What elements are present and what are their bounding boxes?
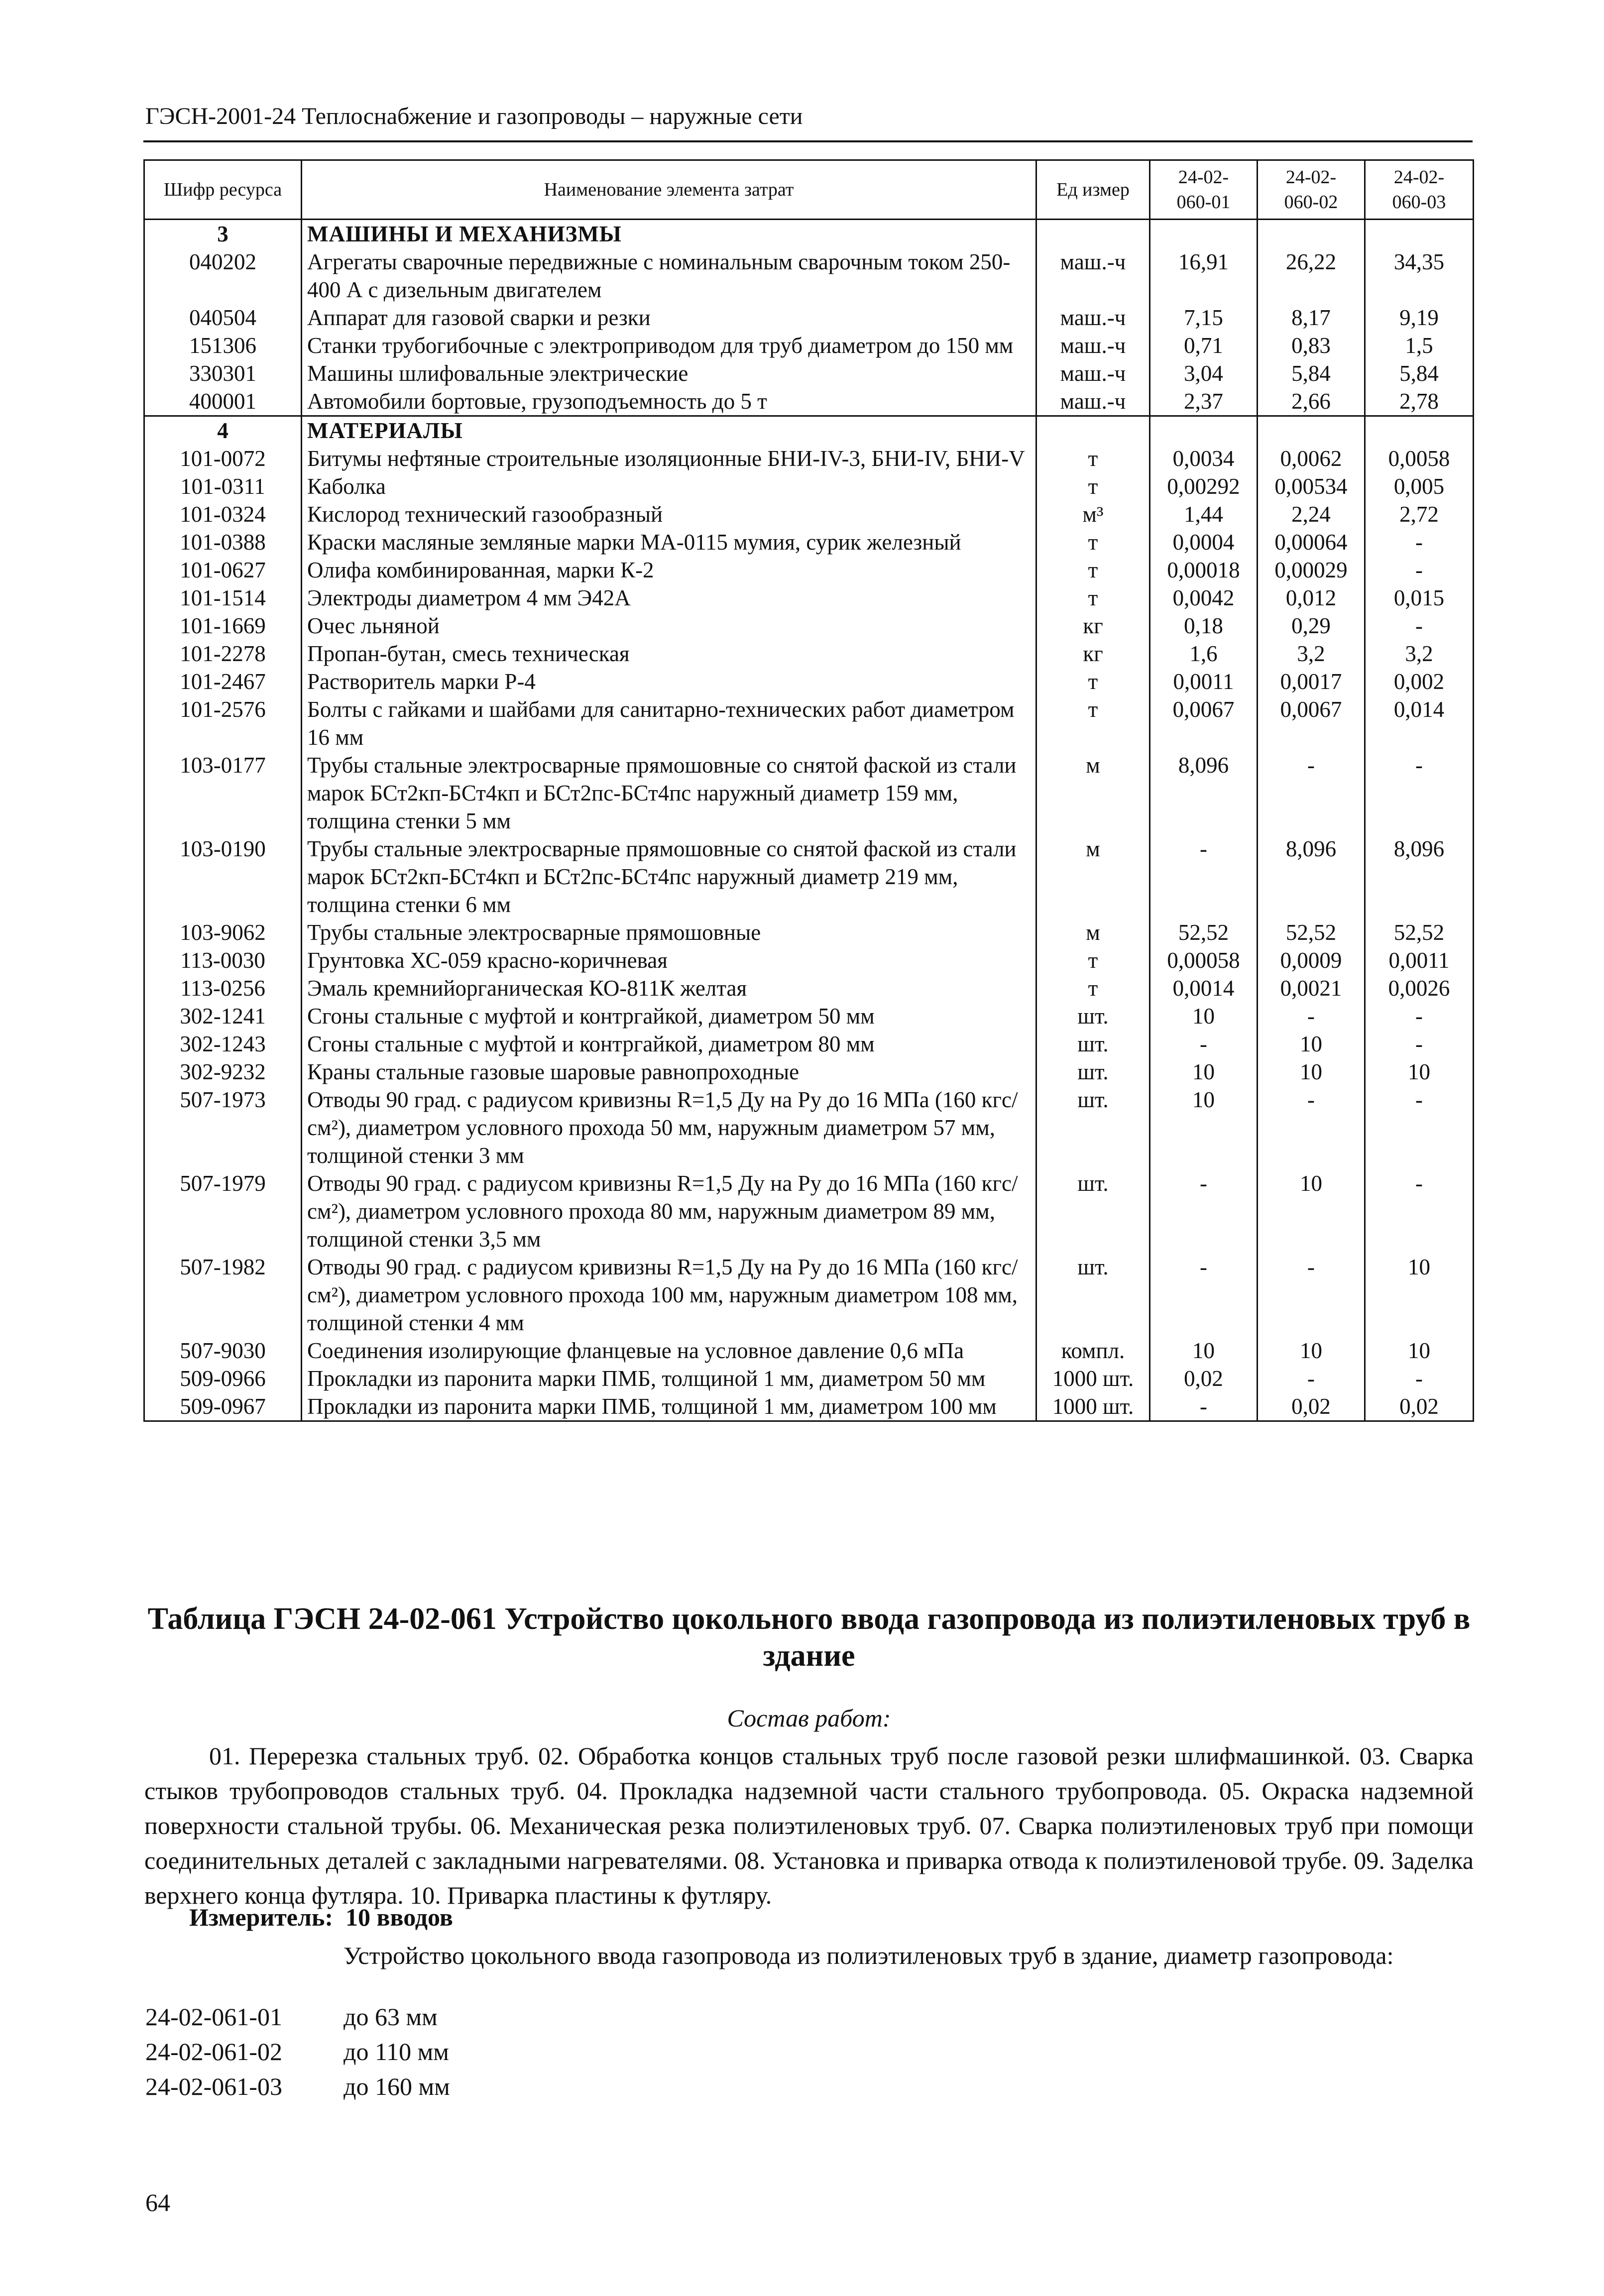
value-col-3: - bbox=[1365, 528, 1474, 556]
table-row bbox=[144, 668, 1474, 695]
header-col-2-line-2: 060-02 bbox=[1284, 192, 1338, 213]
value-col-1: 0,00292 bbox=[1150, 472, 1258, 500]
resource-name: Грунтовка ХС-059 красно-коричневая bbox=[302, 946, 1036, 974]
resource-name: Очес льняной bbox=[302, 612, 1036, 640]
value-col-1 bbox=[1150, 416, 1258, 445]
value-col-1 bbox=[1150, 220, 1258, 248]
unit-cell: маш.-ч bbox=[1036, 387, 1150, 416]
resource-name: Краски масляные земляные марки МА-0115 мумия, сурик железный bbox=[302, 528, 1036, 556]
table-row bbox=[144, 1365, 1474, 1392]
value-col-2: 0,0062 bbox=[1258, 445, 1365, 472]
unit-cell: 1000 шт. bbox=[1036, 1365, 1150, 1392]
resource-code: 040202 bbox=[144, 248, 302, 304]
resource-name: МАТЕРИАЛЫ bbox=[302, 416, 1036, 445]
resource-name: Прокладки из паронита марки ПМБ, толщиной 1 мм, диаметром 50 мм bbox=[302, 1365, 1036, 1392]
value-col-3: 10 bbox=[1365, 1058, 1474, 1086]
value-col-2: - bbox=[1258, 1365, 1365, 1392]
meter-value: 10 вводов bbox=[345, 1903, 453, 1931]
resource-name: Прокладки из паронита марки ПМБ, толщиной 1 мм, диаметром 100 мм bbox=[302, 1392, 1036, 1421]
value-col-3: - bbox=[1365, 1002, 1474, 1030]
variant-item bbox=[145, 2002, 438, 2031]
resource-name: МАШИНЫ И МЕХАНИЗМЫ bbox=[302, 220, 1036, 248]
value-col-3: 0,0058 bbox=[1365, 445, 1474, 472]
variant-text: до 110 мм bbox=[344, 2038, 449, 2066]
resource-name: Трубы стальные электросварные прямошовные bbox=[302, 918, 1036, 946]
value-col-1: 0,00058 bbox=[1150, 946, 1258, 974]
resource-code: 330301 bbox=[144, 359, 302, 387]
table-row bbox=[144, 359, 1474, 387]
table-row bbox=[144, 1337, 1474, 1365]
value-col-2: 10 bbox=[1258, 1337, 1365, 1365]
resource-code: 103-9062 bbox=[144, 918, 302, 946]
value-col-3: - bbox=[1365, 612, 1474, 640]
resource-name: Трубы стальные электросварные прямошовные со снятой фаской из стали марок БСт2кп-БСт4кп и БСт2пс-БСт4пс наружный диаметр 219 мм, толщина стенки 6 мм bbox=[302, 835, 1036, 918]
variants-intro: Устройство цокольного ввода газопровода из полиэтиленовых труб в здание, диаметр газопровода: bbox=[344, 1942, 1394, 1969]
value-col-1: - bbox=[1150, 1030, 1258, 1058]
unit-cell: м bbox=[1036, 918, 1150, 946]
header-col-3-line-1: 24-02- bbox=[1393, 167, 1445, 188]
table-row bbox=[144, 248, 1474, 304]
meter-line bbox=[189, 1903, 453, 1932]
resource-code: 509-0967 bbox=[144, 1392, 302, 1421]
resource-code: 302-9232 bbox=[144, 1058, 302, 1086]
resource-code: 101-2467 bbox=[144, 668, 302, 695]
value-col-2: 0,00064 bbox=[1258, 528, 1365, 556]
variant-text: до 160 мм bbox=[344, 2072, 450, 2100]
value-col-3: 0,005 bbox=[1365, 472, 1474, 500]
value-col-1: - bbox=[1150, 1253, 1258, 1337]
resource-name: Сгоны стальные с муфтой и контргайкой, диаметром 50 мм bbox=[302, 1002, 1036, 1030]
resource-code: 101-0324 bbox=[144, 500, 302, 528]
value-col-1: 10 bbox=[1150, 1337, 1258, 1365]
value-col-3: - bbox=[1365, 556, 1474, 584]
resource-code: 302-1243 bbox=[144, 1030, 302, 1058]
value-col-2: 2,66 bbox=[1258, 387, 1365, 416]
value-col-2: 26,22 bbox=[1258, 248, 1365, 304]
value-col-2: 0,012 bbox=[1258, 584, 1365, 612]
table-row bbox=[144, 1030, 1474, 1058]
resource-name: Соединения изолирующие фланцевые на условное давление 0,6 мПа bbox=[302, 1337, 1036, 1365]
section-row bbox=[144, 416, 1474, 445]
value-col-3: - bbox=[1365, 751, 1474, 835]
value-col-1: 0,00018 bbox=[1150, 556, 1258, 584]
table-row bbox=[144, 1392, 1474, 1421]
resource-name: Агрегаты сварочные передвижные с номинальным сварочным током 250-400 А с дизельным двигателем bbox=[302, 248, 1036, 304]
resource-name: Краны стальные газовые шаровые равнопроходные bbox=[302, 1058, 1036, 1086]
composition-text: 01. Перерезка стальных труб. 02. Обработка концов стальных труб после газовой резки шлифмашинкой. 03. Сварка стыков трубопроводов стальных труб. 04. Прокладка надземной части стального трубопровода. 05. Окраска надземной поверхности стальной трубы. 06. Механическая резка полиэтиленовых труб. 07. Сварка полиэтиленовых труб при помощи соединительных деталей с закладными нагревателями. 08. Установка и приварка отвода к полиэтиленовой трубе. 09. Заделка верхнего конца футляра. 10. Приварка пластины к футляру. bbox=[144, 1742, 1474, 1909]
composition-heading: Состав работ: bbox=[727, 1704, 891, 1732]
resource-code: 507-1973 bbox=[144, 1086, 302, 1169]
value-col-3: 2,78 bbox=[1365, 387, 1474, 416]
value-col-3: 34,35 bbox=[1365, 248, 1474, 304]
resource-name: Автомобили бортовые, грузоподъемность до 5 т bbox=[302, 387, 1036, 416]
resource-code: 302-1241 bbox=[144, 1002, 302, 1030]
value-col-3: 0,02 bbox=[1365, 1392, 1474, 1421]
unit-cell: кг bbox=[1036, 612, 1150, 640]
value-col-1: 0,0067 bbox=[1150, 695, 1258, 751]
value-col-1: 10 bbox=[1150, 1086, 1258, 1169]
value-col-3: - bbox=[1365, 1169, 1474, 1253]
value-col-1: 52,52 bbox=[1150, 918, 1258, 946]
unit-cell: м bbox=[1036, 751, 1150, 835]
value-col-1: 0,71 bbox=[1150, 332, 1258, 359]
value-col-1: 0,0034 bbox=[1150, 445, 1258, 472]
value-col-3 bbox=[1365, 220, 1474, 248]
table-row bbox=[144, 640, 1474, 668]
value-col-3 bbox=[1365, 416, 1474, 445]
table-row bbox=[144, 500, 1474, 528]
value-col-3: 52,52 bbox=[1365, 918, 1474, 946]
value-col-3: 2,72 bbox=[1365, 500, 1474, 528]
header-col-2 bbox=[1258, 160, 1365, 220]
unit-cell: шт. bbox=[1036, 1058, 1150, 1086]
unit-cell: т bbox=[1036, 528, 1150, 556]
resource-name: Отводы 90 град. с радиусом кривизны R=1,5 Ду на Ру до 16 МПа (160 кгс/см²), диаметром условного прохода 50 мм, наружным диаметром 57 мм, толщиной стенки 3 мм bbox=[302, 1086, 1036, 1169]
value-col-3: 0,0026 bbox=[1365, 974, 1474, 1002]
header-col-1 bbox=[1150, 160, 1258, 220]
unit-cell: т bbox=[1036, 974, 1150, 1002]
value-col-3: 10 bbox=[1365, 1253, 1474, 1337]
table-row bbox=[144, 528, 1474, 556]
resource-code: 151306 bbox=[144, 332, 302, 359]
value-col-2: - bbox=[1258, 1002, 1365, 1030]
unit-cell: маш.-ч bbox=[1036, 359, 1150, 387]
header-name: Наименование элемента затрат bbox=[302, 160, 1036, 220]
resource-code: 101-0311 bbox=[144, 472, 302, 500]
value-col-1: 0,02 bbox=[1150, 1365, 1258, 1392]
resource-name: Отводы 90 град. с радиусом кривизны R=1,5 Ду на Ру до 16 МПа (160 кгс/см²), диаметром условного прохода 100 мм, наружным диаметром 108 мм, толщиной стенки 4 мм bbox=[302, 1253, 1036, 1337]
table-row bbox=[144, 1086, 1474, 1169]
value-col-1: 0,0011 bbox=[1150, 668, 1258, 695]
variant-code: 24-02-061-03 bbox=[145, 2072, 282, 2100]
table-row bbox=[144, 974, 1474, 1002]
table-body bbox=[144, 220, 1474, 1421]
value-col-3: 8,096 bbox=[1365, 835, 1474, 918]
value-col-3: 3,2 bbox=[1365, 640, 1474, 668]
unit-cell: м bbox=[1036, 835, 1150, 918]
variant-code: 24-02-061-01 bbox=[145, 2003, 282, 2031]
value-col-1: 0,0014 bbox=[1150, 974, 1258, 1002]
value-col-1: 1,44 bbox=[1150, 500, 1258, 528]
variant-item bbox=[145, 2072, 450, 2101]
resource-code: 3 bbox=[144, 220, 302, 248]
unit-cell: 1000 шт. bbox=[1036, 1392, 1150, 1421]
value-col-2: 0,00534 bbox=[1258, 472, 1365, 500]
value-col-2 bbox=[1258, 416, 1365, 445]
value-col-2: 2,24 bbox=[1258, 500, 1365, 528]
table-row bbox=[144, 332, 1474, 359]
resource-name: Кислород технический газообразный bbox=[302, 500, 1036, 528]
unit-cell: т bbox=[1036, 472, 1150, 500]
table-row bbox=[144, 387, 1474, 416]
unit-cell: шт. bbox=[1036, 1002, 1150, 1030]
value-col-1: 10 bbox=[1150, 1058, 1258, 1086]
resource-name: Каболка bbox=[302, 472, 1036, 500]
value-col-1: - bbox=[1150, 835, 1258, 918]
resource-code: 507-1982 bbox=[144, 1253, 302, 1337]
value-col-2 bbox=[1258, 220, 1365, 248]
header-code: Шифр ресурса bbox=[144, 160, 302, 220]
table-header-row bbox=[144, 160, 1474, 220]
unit-cell: т bbox=[1036, 445, 1150, 472]
resource-code: 040504 bbox=[144, 304, 302, 332]
value-col-3: 0,0011 bbox=[1365, 946, 1474, 974]
value-col-1: 2,37 bbox=[1150, 387, 1258, 416]
running-header: ГЭСН-2001-24 Теплоснабжение и газопроводы – наружные сети bbox=[145, 103, 803, 129]
header-col-1-line-2: 060-01 bbox=[1176, 192, 1231, 213]
table-row bbox=[144, 584, 1474, 612]
unit-cell: кг bbox=[1036, 640, 1150, 668]
unit-cell: т bbox=[1036, 584, 1150, 612]
header-col-3 bbox=[1365, 160, 1474, 220]
variant-text: до 63 мм bbox=[344, 2003, 438, 2031]
table-title: Таблица ГЭСН 24-02-061 Устройство цокольного ввода газопровода из полиэтиленовых труб в здание bbox=[147, 1602, 1471, 1673]
unit-cell: м³ bbox=[1036, 500, 1150, 528]
variant-code: 24-02-061-02 bbox=[145, 2038, 282, 2066]
unit-cell: маш.-ч bbox=[1036, 248, 1150, 304]
header-col-1-line-1: 24-02- bbox=[1178, 167, 1229, 188]
value-col-2: 0,29 bbox=[1258, 612, 1365, 640]
value-col-1: 0,0004 bbox=[1150, 528, 1258, 556]
value-col-1: 0,0042 bbox=[1150, 584, 1258, 612]
value-col-2: 3,2 bbox=[1258, 640, 1365, 668]
resource-code: 103-0177 bbox=[144, 751, 302, 835]
unit-cell: т bbox=[1036, 556, 1150, 584]
value-col-1: 3,04 bbox=[1150, 359, 1258, 387]
value-col-1: - bbox=[1150, 1169, 1258, 1253]
value-col-2: - bbox=[1258, 1253, 1365, 1337]
value-col-2: 0,00029 bbox=[1258, 556, 1365, 584]
value-col-3: 0,014 bbox=[1365, 695, 1474, 751]
resource-code: 507-1979 bbox=[144, 1169, 302, 1253]
table-row bbox=[144, 1058, 1474, 1086]
resource-code: 101-2576 bbox=[144, 695, 302, 751]
table-row bbox=[144, 304, 1474, 332]
table-row bbox=[144, 695, 1474, 751]
value-col-3: 10 bbox=[1365, 1337, 1474, 1365]
resource-code: 101-0388 bbox=[144, 528, 302, 556]
table-row bbox=[144, 1002, 1474, 1030]
resource-name: Электроды диаметром 4 мм Э42А bbox=[302, 584, 1036, 612]
unit-cell: шт. bbox=[1036, 1169, 1150, 1253]
resource-code: 113-0030 bbox=[144, 946, 302, 974]
resource-code: 101-0072 bbox=[144, 445, 302, 472]
table-row bbox=[144, 472, 1474, 500]
unit-cell: шт. bbox=[1036, 1030, 1150, 1058]
resource-name: Пропан-бутан, смесь техническая bbox=[302, 640, 1036, 668]
value-col-3: - bbox=[1365, 1030, 1474, 1058]
value-col-2: - bbox=[1258, 751, 1365, 835]
header-unit: Ед измер bbox=[1036, 160, 1150, 220]
value-col-2: 52,52 bbox=[1258, 918, 1365, 946]
meter-label: Измеритель: bbox=[189, 1903, 334, 1931]
resource-name: Трубы стальные электросварные прямошовные со снятой фаской из стали марок БСт2кп-БСт4кп и БСт2пс-БСт4пс наружный диаметр 159 мм, толщина стенки 5 мм bbox=[302, 751, 1036, 835]
section-row bbox=[144, 220, 1474, 248]
resource-code: 101-1669 bbox=[144, 612, 302, 640]
unit-cell: маш.-ч bbox=[1036, 332, 1150, 359]
value-col-1: 7,15 bbox=[1150, 304, 1258, 332]
value-col-3: 0,015 bbox=[1365, 584, 1474, 612]
page-number: 64 bbox=[145, 2188, 170, 2216]
unit-cell: т bbox=[1036, 695, 1150, 751]
resource-name: Олифа комбинированная, марки К-2 bbox=[302, 556, 1036, 584]
header-col-2-line-1: 24-02- bbox=[1285, 167, 1337, 188]
resource-name: Растворитель марки Р-4 bbox=[302, 668, 1036, 695]
resource-name: Эмаль кремнийорганическая КО-811К желтая bbox=[302, 974, 1036, 1002]
header-rule bbox=[143, 140, 1473, 142]
unit-cell: шт. bbox=[1036, 1253, 1150, 1337]
table-row bbox=[144, 918, 1474, 946]
value-col-2: 0,0021 bbox=[1258, 974, 1365, 1002]
resource-table bbox=[143, 159, 1474, 1422]
unit-cell: т bbox=[1036, 668, 1150, 695]
value-col-1: 10 bbox=[1150, 1002, 1258, 1030]
resource-code: 4 bbox=[144, 416, 302, 445]
value-col-3: 5,84 bbox=[1365, 359, 1474, 387]
table-row bbox=[144, 1169, 1474, 1253]
resource-code: 101-1514 bbox=[144, 584, 302, 612]
variant-item bbox=[145, 2037, 449, 2066]
unit-cell bbox=[1036, 416, 1150, 445]
table-row bbox=[144, 946, 1474, 974]
value-col-2: - bbox=[1258, 1086, 1365, 1169]
table-row bbox=[144, 1253, 1474, 1337]
resource-code: 400001 bbox=[144, 387, 302, 416]
unit-cell: компл. bbox=[1036, 1337, 1150, 1365]
value-col-2: 0,02 bbox=[1258, 1392, 1365, 1421]
resource-code: 101-2278 bbox=[144, 640, 302, 668]
table-row bbox=[144, 612, 1474, 640]
value-col-2: 0,83 bbox=[1258, 332, 1365, 359]
resource-name: Машины шлифовальные электрические bbox=[302, 359, 1036, 387]
value-col-1: 8,096 bbox=[1150, 751, 1258, 835]
unit-cell: шт. bbox=[1036, 1086, 1150, 1169]
value-col-2: 8,17 bbox=[1258, 304, 1365, 332]
resource-name: Болты с гайками и шайбами для санитарно-технических работ диаметром 16 мм bbox=[302, 695, 1036, 751]
value-col-3: 0,002 bbox=[1365, 668, 1474, 695]
value-col-3: 1,5 bbox=[1365, 332, 1474, 359]
value-col-2: 5,84 bbox=[1258, 359, 1365, 387]
table-row bbox=[144, 556, 1474, 584]
table-row bbox=[144, 835, 1474, 918]
resource-code: 103-0190 bbox=[144, 835, 302, 918]
value-col-2: 0,0017 bbox=[1258, 668, 1365, 695]
value-col-2: 10 bbox=[1258, 1058, 1365, 1086]
unit-cell: маш.-ч bbox=[1036, 304, 1150, 332]
value-col-3: 9,19 bbox=[1365, 304, 1474, 332]
resource-name: Битумы нефтяные строительные изоляционные БНИ-IV-3, БНИ-IV, БНИ-V bbox=[302, 445, 1036, 472]
value-col-2: 0,0009 bbox=[1258, 946, 1365, 974]
value-col-2: 10 bbox=[1258, 1169, 1365, 1253]
value-col-2: 0,0067 bbox=[1258, 695, 1365, 751]
resource-code: 509-0966 bbox=[144, 1365, 302, 1392]
resource-code: 101-0627 bbox=[144, 556, 302, 584]
table-row bbox=[144, 751, 1474, 835]
value-col-1: 1,6 bbox=[1150, 640, 1258, 668]
value-col-2: 10 bbox=[1258, 1030, 1365, 1058]
value-col-1: 16,91 bbox=[1150, 248, 1258, 304]
value-col-3: - bbox=[1365, 1086, 1474, 1169]
unit-cell: т bbox=[1036, 946, 1150, 974]
value-col-3: - bbox=[1365, 1365, 1474, 1392]
unit-cell bbox=[1036, 220, 1150, 248]
resource-name: Отводы 90 град. с радиусом кривизны R=1,5 Ду на Ру до 16 МПа (160 кгс/см²), диаметром условного прохода 80 мм, наружным диаметром 89 мм, толщиной стенки 3,5 мм bbox=[302, 1169, 1036, 1253]
value-col-2: 8,096 bbox=[1258, 835, 1365, 918]
header-col-3-line-2: 060-03 bbox=[1392, 192, 1446, 213]
resource-name: Сгоны стальные с муфтой и контргайкой, диаметром 80 мм bbox=[302, 1030, 1036, 1058]
table-row bbox=[144, 445, 1474, 472]
value-col-1: - bbox=[1150, 1392, 1258, 1421]
resource-name: Аппарат для газовой сварки и резки bbox=[302, 304, 1036, 332]
value-col-1: 0,18 bbox=[1150, 612, 1258, 640]
resource-name: Станки трубогибочные с электроприводом для труб диаметром до 150 мм bbox=[302, 332, 1036, 359]
resource-code: 113-0256 bbox=[144, 974, 302, 1002]
resource-code: 507-9030 bbox=[144, 1337, 302, 1365]
